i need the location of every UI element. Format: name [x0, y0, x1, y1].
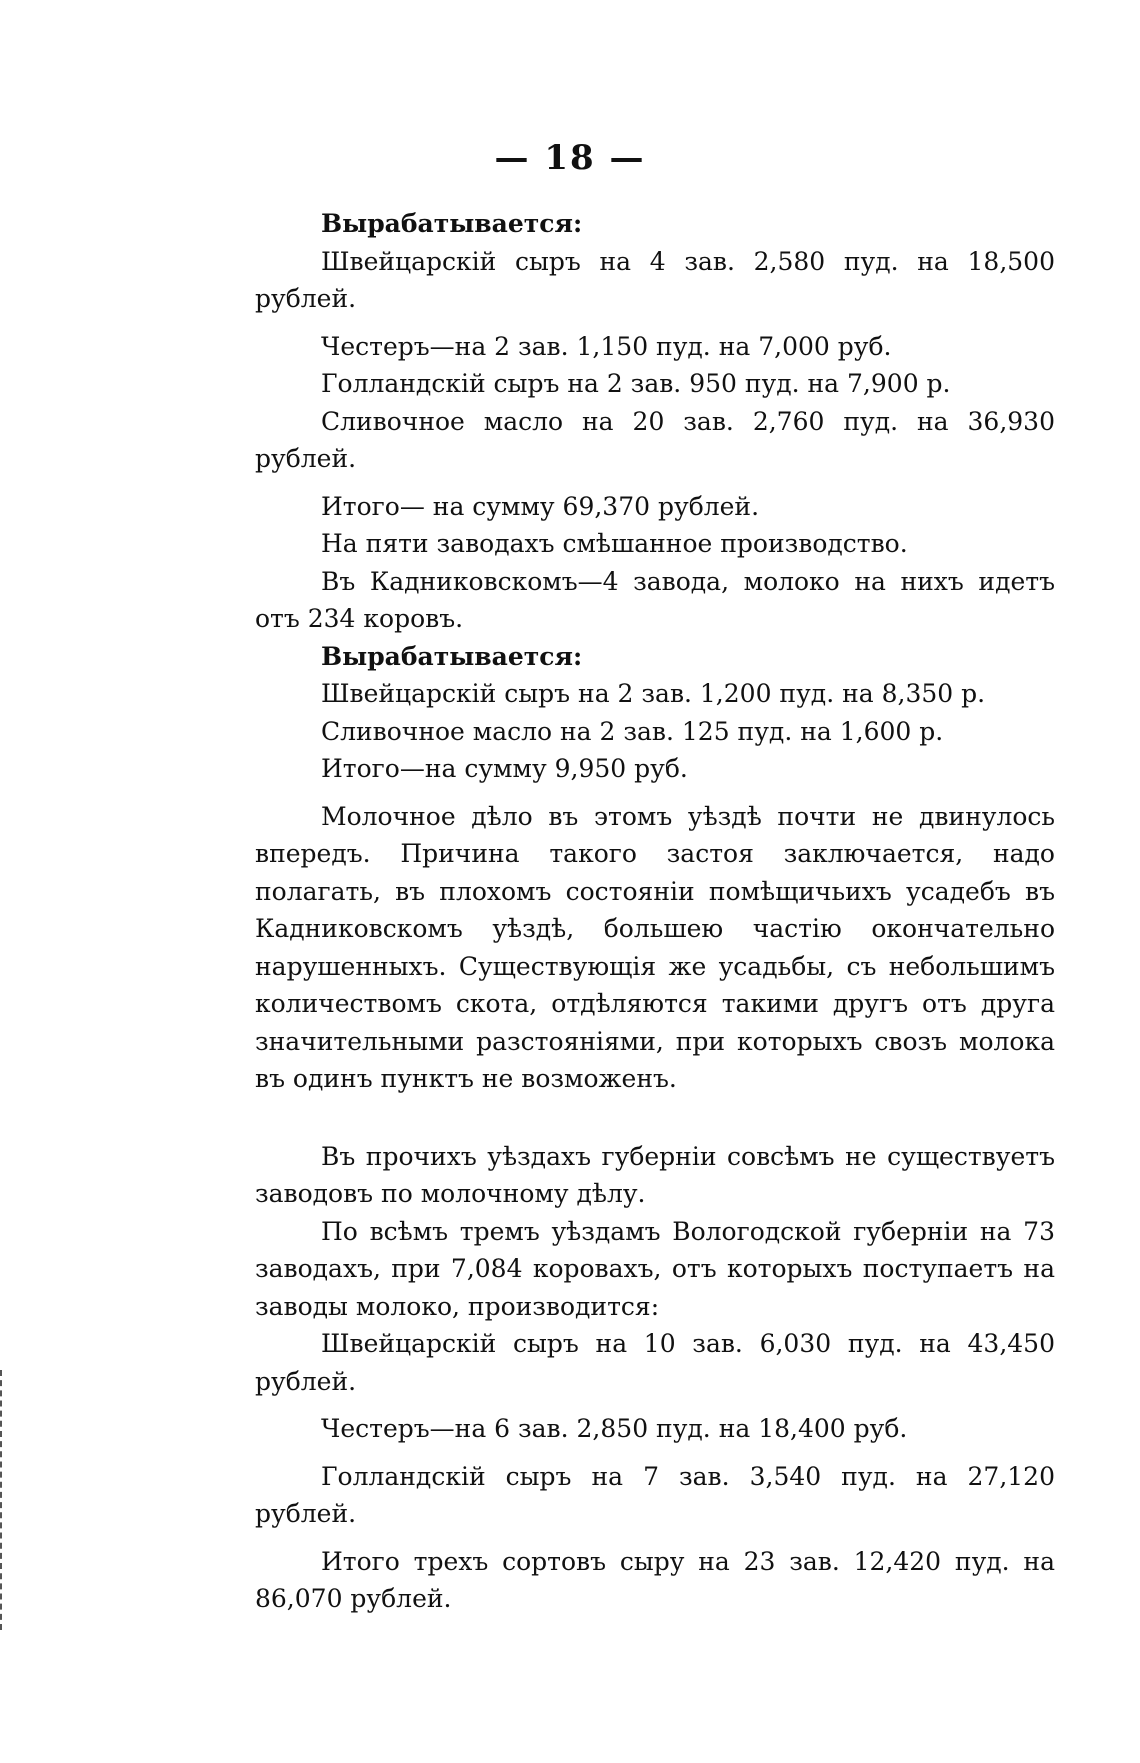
- line-butter-2: Сливочное масло на 2 зав. 125 пуд. на 1,600 р.: [321, 716, 944, 746]
- page-number: — 18 —: [494, 138, 646, 178]
- line-chester: Честеръ—на 2 зав. 1,150 пуд. на 7,000 руб.: [321, 331, 892, 361]
- line-mixed-production: На пяти заводахъ смѣшанное производство.: [321, 529, 908, 558]
- paragraph-dairy-stagnation: Молочное дѣло въ этомъ уѣздѣ почти не двинулось впередъ. Причина такого застоя заключается, надо полагать, въ плохомъ состояніи помѣщичьихъ усадебъ въ Кадниковскомъ уѣздѣ, большею частію окончательно нарушенныхъ. Существующія же усадьбы, съ небольшимъ количествомъ скота, отдѣляются такими другъ отъ друга значительными разстояніями, при которыхъ свозъ молока въ одинъ пунктъ не возможенъ.: [255, 801, 1055, 1093]
- paragraph-other-districts: Въ прочихъ уѣздахъ губерніи совсѣмъ не существуетъ заводовъ по молочному дѣлу.: [255, 1141, 1055, 1208]
- heading-produced: Вырабатывается:: [321, 209, 583, 238]
- scan-edge-mark: [0, 1370, 5, 1630]
- line-swiss-cheese-3: Швейцарскій сыръ на 10 зав. 6,030 пуд. на 43,450 рублей.: [255, 1329, 1055, 1396]
- line-swiss-cheese-2: Швейцарскій сыръ на 2 зав. 1,200 пуд. на 8,350 р.: [321, 679, 986, 708]
- line-swiss-cheese: Швейцарскій сыръ на 4 зав. 2,580 пуд. на 18,500 рублей.: [255, 246, 1055, 313]
- line-kadnikov: Въ Кадниковскомъ—4 завода, молоко на нихъ идетъ отъ 234 коровъ.: [255, 566, 1055, 633]
- line-total: Итого— на сумму 69,370 рублей.: [321, 491, 760, 521]
- line-dutch-cheese: Голландскій сыръ на 2 зав. 950 пуд. на 7,900 р.: [321, 369, 951, 398]
- heading-produced-2: Вырабатывается:: [321, 641, 583, 671]
- line-total-2: Итого—на сумму 9,950 руб.: [321, 754, 688, 783]
- body-text: [255, 205, 1055, 1618]
- line-total-3: Итого трехъ сортовъ сыру на 23 зав. 12,420 пуд. на 86,070 рублей.: [255, 1546, 1055, 1613]
- paragraph-all-districts: По всѣмъ тремъ уѣздамъ Вологодской губерніи на 73 заводахъ, при 7,084 коровахъ, отъ которыхъ поступаетъ на заводы молоко, производится:: [255, 1216, 1055, 1321]
- line-chester-3: Честеръ—на 6 зав. 2,850 пуд. на 18,400 руб.: [321, 1414, 908, 1443]
- line-butter: Сливочное масло на 20 зав. 2,760 пуд. на 36,930 рублей.: [255, 406, 1055, 473]
- line-dutch-cheese-3: Голландскій сыръ на 7 зав. 3,540 пуд. на 27,120 рублей.: [255, 1461, 1055, 1528]
